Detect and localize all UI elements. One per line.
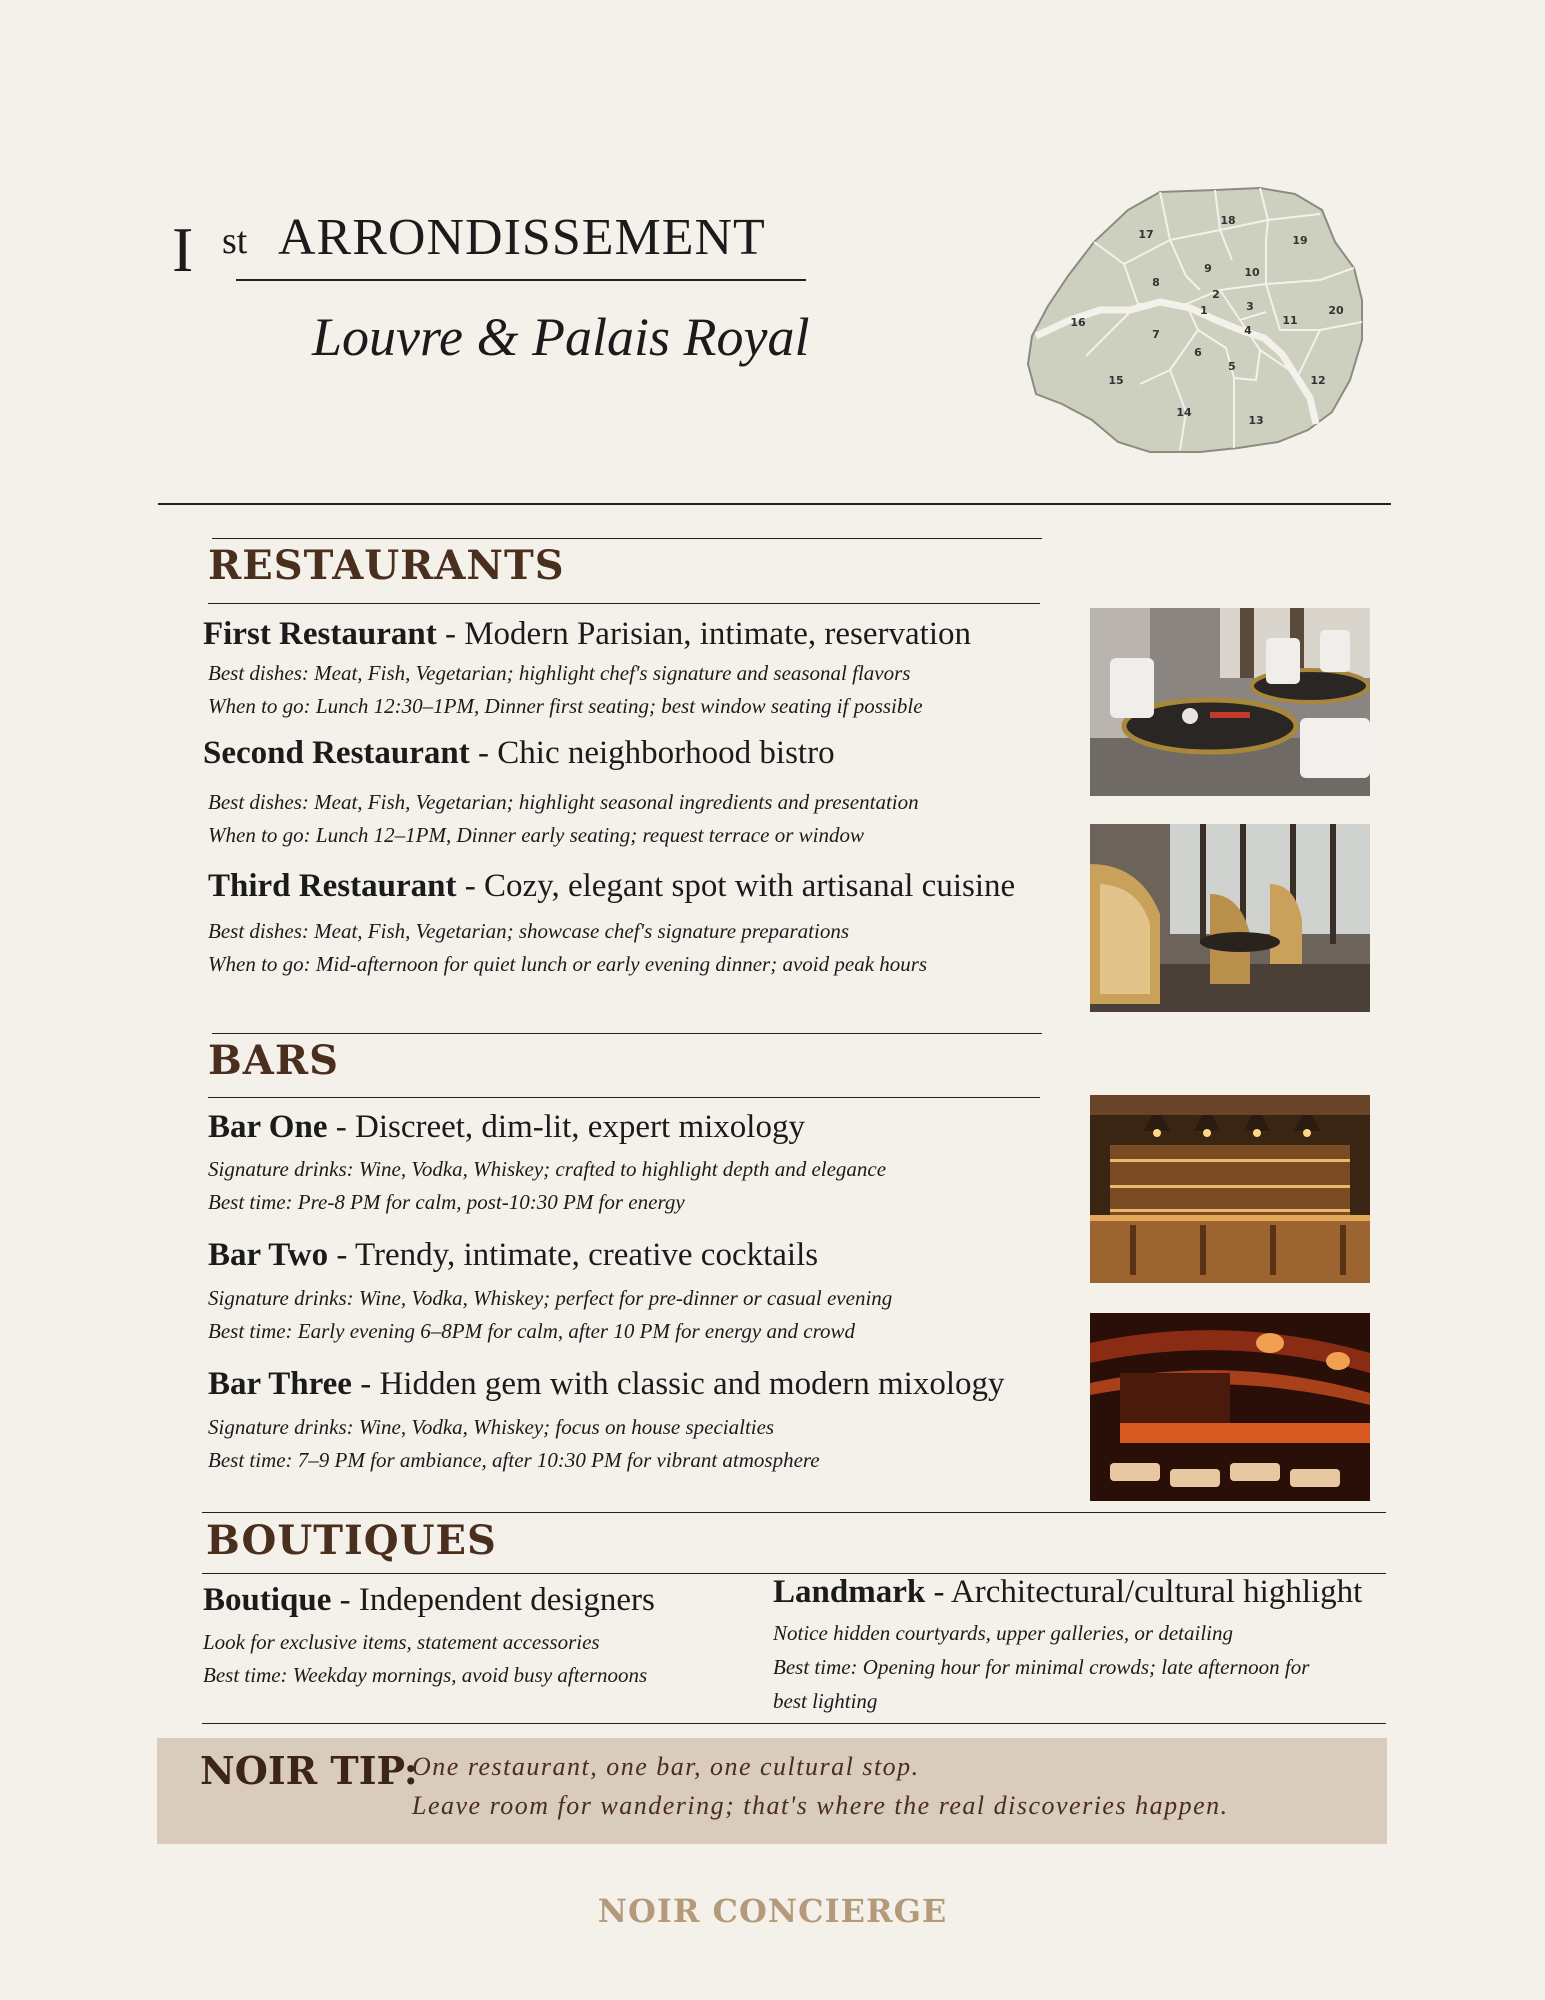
bar-1-name: Bar One: [208, 1109, 328, 1145]
restaurant-3-heading: [208, 868, 1015, 905]
separator: -: [925, 1574, 951, 1610]
restaurant-3-desc: Cozy, elegant spot with artisanal cuisine: [483, 868, 1016, 904]
landmark-heading: [773, 1574, 1362, 1611]
boutique-tip: Look for exclusive items, statement accessories: [203, 1630, 600, 1654]
map-label: 8: [1152, 276, 1160, 289]
map-label: 7: [1152, 328, 1160, 341]
boutique-desc: Independent designers: [358, 1582, 655, 1618]
section-title-restaurants: RESTAURANTS: [208, 542, 565, 589]
map-label: 2: [1212, 288, 1220, 301]
tip-label: NOIR TIP:: [200, 1748, 418, 1793]
page-title: ARRONDISSEMENT: [278, 209, 766, 266]
bar-photo-2: [1090, 1313, 1370, 1501]
map-label: 20: [1328, 304, 1344, 317]
separator: -: [327, 1109, 355, 1145]
restaurant-1-desc: Modern Parisian, intimate, reservation: [464, 616, 971, 652]
map-label: 16: [1070, 316, 1086, 329]
landmark-desc: Architectural/cultural highlight: [950, 1574, 1363, 1610]
landmark-tip: Notice hidden courtyards, upper galleries, or detailing: [773, 1621, 1234, 1645]
map-label: 13: [1248, 414, 1264, 427]
section-rule-top: [202, 1512, 1386, 1513]
boutiques-bottom-rule: [202, 1723, 1386, 1724]
bar-3-time: Best time: 7–9 PM for ambiance, after 10:30 PM for vibrant atmosphere: [208, 1448, 820, 1472]
tip-line-1: One restaurant, one bar, one cultural stop.: [412, 1752, 920, 1781]
bar-2-drinks: Signature drinks: Wine, Vodka, Whiskey; perfect for pre-dinner or casual evening: [208, 1286, 893, 1310]
restaurant-3-dishes: Best dishes: Meat, Fish, Vegetarian; showcase chef's signature preparations: [208, 919, 850, 943]
boutique-name: Boutique: [203, 1582, 332, 1618]
map-label: 12: [1310, 374, 1326, 387]
separator: -: [331, 1582, 359, 1618]
boutique-time: Best time: Weekday mornings, avoid busy afternoons: [203, 1663, 648, 1687]
map-label: 17: [1138, 228, 1154, 241]
separator: -: [436, 616, 465, 652]
map-label: 19: [1292, 234, 1308, 247]
separator: -: [469, 735, 498, 771]
section-rule-top: [212, 1033, 1042, 1034]
map-label: 6: [1194, 346, 1202, 359]
header-numeral: I: [172, 214, 194, 285]
section-rule-top: [212, 538, 1042, 539]
section-title-boutiques: BOUTIQUES: [206, 1517, 497, 1564]
map-label: 18: [1220, 214, 1236, 227]
bar-3-name: Bar Three: [208, 1366, 352, 1402]
footer-brand: NOIR CONCIERGE: [597, 1892, 948, 1930]
map-label: 1: [1200, 304, 1208, 317]
restaurant-2-heading: [203, 735, 835, 772]
bar-1-drinks: Signature drinks: Wine, Vodka, Whiskey; crafted to highlight depth and elegance: [208, 1157, 887, 1181]
restaurant-1-heading: [203, 616, 971, 653]
bar-2-time: Best time: Early evening 6–8PM for calm, after 10 PM for energy and crowd: [208, 1319, 855, 1343]
tip-line-2: Leave room for wandering; that's where the real discoveries happen.: [412, 1791, 1229, 1820]
title-underline: [236, 279, 806, 281]
header-suffix: st: [222, 220, 248, 262]
restaurant-1-dishes: Best dishes: Meat, Fish, Vegetarian; highlight chef's signature and seasonal flavors: [208, 661, 911, 685]
restaurant-2-dishes: Best dishes: Meat, Fish, Vegetarian; highlight seasonal ingredients and presentation: [208, 790, 919, 814]
map-label: 15: [1108, 374, 1124, 387]
landmark-name: Landmark: [773, 1574, 926, 1610]
bar-3-desc: Hidden gem with classic and modern mixology: [379, 1366, 1005, 1402]
landmark-time-cont: best lighting: [773, 1689, 878, 1713]
map-label: 14: [1176, 406, 1192, 419]
map-label: 3: [1246, 300, 1254, 313]
map-label: 5: [1228, 360, 1236, 373]
bar-1-time: Best time: Pre-8 PM for calm, post-10:30 PM for energy: [208, 1190, 685, 1214]
bar-3-heading: [208, 1366, 1005, 1403]
separator: -: [328, 1237, 356, 1273]
bar-2-name: Bar Two: [208, 1237, 329, 1273]
restaurant-1-timing: When to go: Lunch 12:30–1PM, Dinner first seating; best window seating if possible: [208, 694, 923, 718]
section-rule-bottom: [208, 1097, 1040, 1098]
restaurant-1-name: First Restaurant: [203, 616, 437, 652]
restaurant-3-name: Third Restaurant: [208, 868, 457, 904]
restaurant-3-timing: When to go: Mid-afternoon for quiet lunch or early evening dinner; avoid peak hours: [208, 952, 928, 976]
bar-3-drinks: Signature drinks: Wine, Vodka, Whiskey; focus on house specialties: [208, 1415, 775, 1439]
separator: -: [456, 868, 484, 904]
boutique-heading: [203, 1582, 655, 1619]
restaurant-photo-1: [1090, 608, 1370, 796]
section-title-bars: BARS: [208, 1037, 339, 1084]
map-label: 11: [1282, 314, 1298, 327]
landmark-time: Best time: Opening hour for minimal crowds; late afternoon for: [773, 1655, 1310, 1679]
map-label: 10: [1244, 266, 1260, 279]
bar-2-heading: [208, 1237, 818, 1274]
bar-1-desc: Discreet, dim-lit, expert mixology: [354, 1109, 805, 1145]
map-label: 9: [1204, 262, 1212, 275]
bar-2-desc: Trendy, intimate, creative cocktails: [355, 1237, 819, 1273]
page-subtitle: Louvre & Palais Royal: [312, 307, 810, 367]
map-label: 4: [1244, 324, 1252, 337]
restaurant-photo-2: [1090, 824, 1370, 1012]
paris-arrondissement-map: [1020, 180, 1370, 470]
separator: -: [351, 1366, 380, 1402]
bar-photo-1: [1090, 1095, 1370, 1283]
restaurant-2-name: Second Restaurant: [203, 735, 470, 771]
bar-1-heading: [208, 1109, 805, 1146]
restaurant-2-timing: When to go: Lunch 12–1PM, Dinner early seating; request terrace or window: [208, 823, 864, 847]
header-divider: [158, 503, 1391, 505]
restaurant-2-desc: Chic neighborhood bistro: [497, 735, 835, 771]
section-rule-bottom: [208, 603, 1040, 604]
